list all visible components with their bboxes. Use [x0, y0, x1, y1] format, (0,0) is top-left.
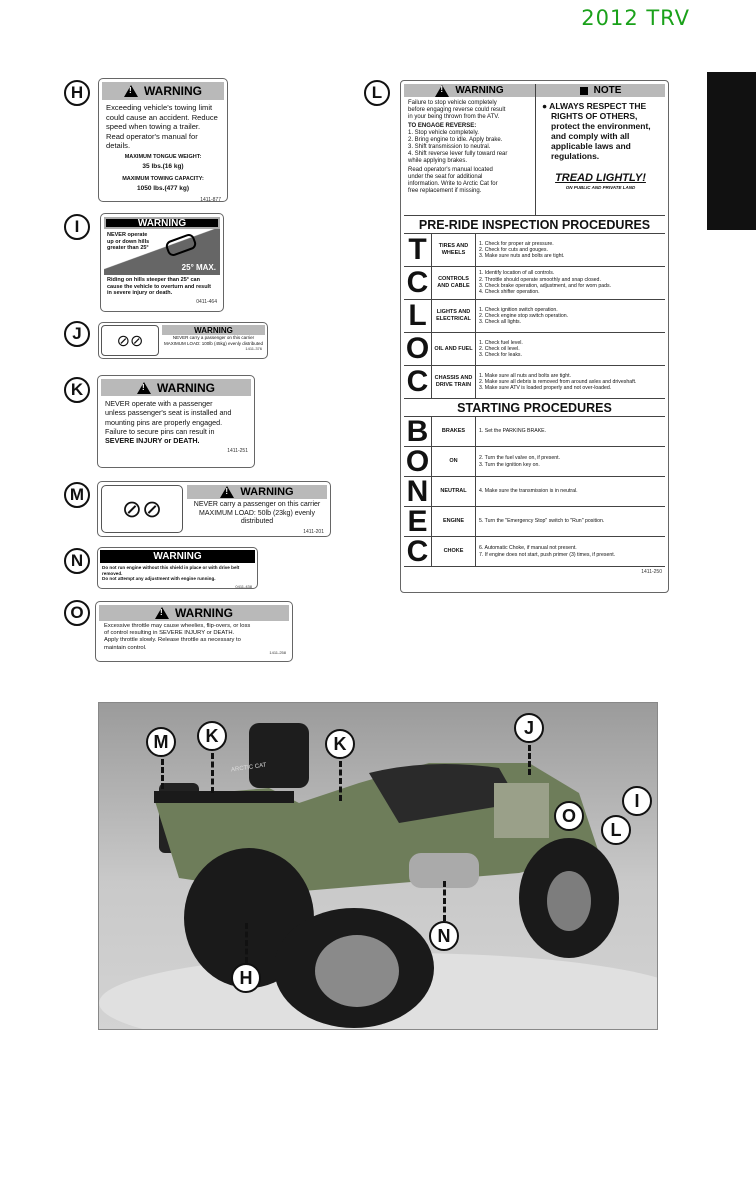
hill-pictogram: [104, 229, 220, 275]
towing-capacity-label: MAXIMUM TOWING CAPACITY:: [122, 175, 204, 182]
preride-table: [404, 234, 665, 399]
procedure-letter: B: [404, 417, 432, 446]
decal-n-shield: [97, 547, 258, 589]
label-letter-o: O: [64, 600, 90, 626]
warning-line: 3. Shift transmission to neutral.: [408, 144, 491, 150]
procedure-letter: T: [404, 234, 432, 266]
note-line: applicable laws and: [551, 141, 631, 151]
atv-rider-icon: [164, 232, 198, 257]
label-letter-m: M: [64, 482, 90, 508]
decal-o-throttle: [95, 601, 293, 662]
label-letter-j: J: [64, 321, 90, 347]
note-text: [536, 97, 665, 165]
photo-callout-m: M: [146, 727, 176, 757]
warning-line: Failure to stop vehicle completely: [408, 100, 497, 106]
procedure-letter: C: [404, 366, 432, 398]
procedure-category: CHASSIS AND DRIVE TRAIN: [432, 366, 476, 398]
procedure-category: TIRES AND WHEELS: [432, 234, 476, 266]
decal-text: Read operator's manual for details.: [106, 131, 198, 150]
procedure-row: [404, 333, 665, 366]
procedure-item: 4. Make sure the transmission is in neutral.: [479, 488, 578, 495]
decal-text: maintain control.: [104, 644, 147, 651]
procedure-category: ENGINE: [432, 507, 476, 536]
decal-j-carrier: [98, 322, 268, 359]
procedure-items: [476, 267, 665, 299]
tongue-weight-label: MAXIMUM TONGUE WEIGHT:: [124, 153, 202, 160]
reverse-warning-text: [404, 97, 535, 198]
starting-table: [404, 414, 665, 568]
decal-k-passenger: [97, 375, 255, 468]
procedure-letter: C: [404, 267, 432, 299]
label-letter-h: H: [64, 80, 90, 106]
procedure-row: [404, 300, 665, 333]
warning-heading: WARNING: [175, 606, 233, 620]
procedure-items: [476, 447, 665, 476]
procedure-item: 7. If engine does not start, push primer (3) times, if present.: [479, 551, 616, 558]
decal-code: 1411-251: [227, 448, 248, 455]
procedure-item: 4. Check shifter operation.: [479, 289, 540, 296]
decal-code: 0411-438: [235, 583, 252, 589]
warning-heading: WARNING: [157, 380, 215, 395]
note-line: regulations.: [551, 151, 600, 161]
procedure-row: [404, 474, 665, 508]
label-letter-l: L: [364, 80, 390, 106]
procedure-item: 6. Automatic Choke, if manual not present.: [479, 545, 577, 552]
note-heading: NOTE: [593, 84, 622, 96]
warning-line: TO ENGAGE REVERSE:: [408, 123, 477, 129]
section-tab: [707, 72, 756, 230]
procedure-items: [476, 234, 665, 266]
decal-text: Do not attempt any adjustment with engine running.: [102, 576, 216, 582]
photo-callout-n: N: [429, 921, 459, 951]
note-square-icon: [580, 87, 588, 95]
procedure-category: LIGHTS AND ELECTRICAL: [432, 300, 476, 332]
decal-text: Riding on hills steeper than 25° can cause the vehicle to overturn and result in severe injury or death.: [107, 277, 211, 296]
photo-callout-k: K: [325, 729, 355, 759]
procedure-item: 3. Make sure ATV is loaded properly and not over-loaded.: [479, 385, 612, 392]
decal-i-hills: [100, 213, 224, 312]
procedure-category: CHOKE: [432, 537, 476, 566]
procedure-item: 2. Check oil level.: [479, 345, 520, 352]
procedure-item: 1. Check for proper air pressure.: [479, 240, 554, 247]
tread-lightly-logo: TREAD LIGHTLY!: [555, 172, 646, 184]
label-letter-n: N: [64, 548, 90, 574]
procedure-item: 1. Check fuel level.: [479, 339, 523, 346]
warning-line: 2. Bring engine to idle. Apply brake.: [408, 137, 503, 143]
procedure-row: [404, 534, 665, 568]
photo-callout-l: L: [601, 815, 631, 845]
warning-line: information. Write to Arctic Cat for: [408, 181, 498, 187]
procedure-items: [476, 537, 665, 566]
photo-callout-o: O: [554, 801, 584, 831]
warning-line: in your being thrown from the ATV.: [408, 114, 500, 120]
note-line: ● ALWAYS RESPECT THE: [542, 101, 647, 111]
procedure-item: 2. Turn the fuel valve on, if present.: [479, 455, 561, 462]
photo-callout-j: J: [514, 713, 544, 743]
procedure-category: CONTROLS AND CABLE: [432, 267, 476, 299]
tread-lightly-subtitle: ON PUBLIC AND PRIVATE LAND: [565, 185, 636, 190]
callout-leader: [161, 759, 164, 789]
procedure-items: [476, 507, 665, 536]
no-passenger-icon: ⊘⊘: [101, 485, 183, 533]
warning-heading: WARNING: [137, 217, 187, 229]
procedure-item: 5. Turn the "Emergency Stop" switch to "Run" position.: [479, 518, 605, 525]
procedure-letter: N: [404, 477, 432, 506]
photo-callout-h: H: [231, 963, 261, 993]
tongue-weight-value: 35 lbs.(16 kg): [142, 163, 184, 170]
atv-illustration: [99, 703, 658, 1030]
procedure-item: 2. Throttle should operate smoothly and snap closed.: [479, 276, 601, 283]
decal-text: Do not run engine without this shield in place or with drive belt removed.: [102, 565, 240, 576]
procedure-letter: O: [404, 447, 432, 476]
warning-triangle-icon: [124, 85, 138, 97]
warning-line: free replacement if missing.: [408, 188, 482, 194]
warning-triangle-icon: [137, 382, 151, 394]
decal-code: 1411-877: [200, 196, 221, 203]
procedure-category: OIL AND FUEL: [432, 333, 476, 365]
decal-h-towing: [98, 78, 228, 202]
towing-capacity-value: 1050 lbs.(477 kg): [136, 185, 190, 192]
warning-heading: WARNING: [240, 486, 294, 498]
callout-leader: [339, 761, 342, 801]
procedure-row: [404, 234, 665, 267]
procedure-row: [404, 504, 665, 538]
decal-text: Apply throttle slowly. Release throttle as necessary to: [104, 637, 241, 644]
procedure-row: [404, 366, 665, 399]
procedure-item: 1. Set the PARKING BRAKE.: [479, 428, 547, 435]
callout-leader: [528, 745, 531, 775]
procedure-item: 1. Make sure all nuts and bolts are tight.: [479, 372, 571, 379]
warning-line: while applying brakes.: [408, 158, 468, 164]
procedure-items: [476, 366, 665, 398]
procedure-letter: E: [404, 507, 432, 536]
warning-heading: WARNING: [194, 325, 233, 335]
warning-heading: WARNING: [455, 85, 504, 96]
procedure-item: 3. Check all lights.: [479, 319, 522, 326]
warning-heading: WARNING: [153, 551, 202, 562]
decal-code: 0411-464: [196, 298, 217, 305]
procedure-category: ON: [432, 447, 476, 476]
decal-text: Excessive throttle may cause wheelies, flip-overs, or loss: [104, 623, 251, 629]
note-line: and comply with all: [551, 131, 630, 141]
label-letter-i: I: [64, 214, 90, 240]
procedure-items: [476, 477, 665, 506]
warning-line: 4. Shift reverse lever fully toward rear: [408, 151, 508, 157]
procedure-item: 2. Check engine stop switch operation.: [479, 312, 569, 319]
procedure-item: 3. Make sure nuts and bolts are tight.: [479, 253, 565, 260]
warning-triangle-icon: [220, 486, 234, 498]
no-passenger-icon: ⊘⊘: [101, 325, 159, 356]
procedure-item: 3. Check for leaks.: [479, 352, 522, 359]
decal-m-carrier: [97, 481, 331, 537]
procedure-row: [404, 414, 665, 448]
procedure-items: [476, 300, 665, 332]
procedure-row: [404, 444, 665, 478]
warning-triangle-icon: [435, 85, 449, 97]
decal-text: unless passenger's seat is installed and: [105, 408, 232, 418]
warning-heading: WARNING: [144, 84, 202, 98]
callout-leader: [443, 881, 446, 921]
decal-code: 1411-258: [269, 649, 286, 655]
callout-leader: [211, 753, 214, 793]
procedure-letter: C: [404, 537, 432, 566]
procedure-letter: L: [404, 300, 432, 332]
procedure-item: 3. Check brake operation, adjustment, and for worn pads.: [479, 283, 612, 289]
label-letter-k: K: [64, 377, 90, 403]
warning-triangle-icon: [155, 607, 169, 619]
brand-logo: ARCTIC CAT: [230, 762, 267, 774]
callout-leader: [245, 923, 248, 963]
procedure-item: 2. Check for cuts and gouges.: [479, 246, 548, 253]
decal-text: of control resulting in SEVERE INJURY or DEATH.: [104, 630, 235, 637]
decal-code: 1411-376: [245, 346, 262, 351]
procedure-item: 3. Turn the ignition key on.: [479, 461, 540, 468]
decal-text: speed when towing a trailer.: [106, 122, 201, 131]
procedure-items: [476, 333, 665, 365]
photo-callout-i: I: [622, 786, 652, 816]
preride-title: PRE-RIDE INSPECTION PROCEDURES: [404, 216, 665, 234]
page-header-title: 2012 TRV: [581, 6, 690, 30]
note-line: protect the environment,: [551, 121, 651, 131]
procedure-category: NEUTRAL: [432, 477, 476, 506]
decal-text: NEVER operate with a passenger: [105, 399, 213, 408]
decal-text: Failure to secure pins can result in: [105, 426, 215, 436]
procedure-item: 2. Make sure all debris is removed from around axles and driveshaft.: [479, 378, 637, 385]
decal-l-inspection: [400, 80, 669, 593]
warning-line: under the seat for additional: [408, 174, 483, 180]
procedure-category: BRAKES: [432, 417, 476, 446]
decal-text: could cause an accident. Reduce: [106, 112, 218, 122]
decal-code: 1411-250: [641, 569, 662, 575]
decal-text: NEVER carry a passenger on this carrier MAXIMUM LOAD: 50lb (23kg) evenly distributed: [193, 501, 321, 525]
decal-text: SEVERE INJURY or DEATH.: [105, 436, 200, 446]
decal-code: 1411-201: [303, 528, 324, 535]
decal-text: NEVER operate up or down hills greater than 25°: [107, 232, 150, 251]
warning-line: Read operator's manual located: [408, 167, 493, 173]
decal-text: NEVER carry a passenger on this carrier MAXIMUM LOAD: 100lb (45kg) evenly distributed: [163, 335, 264, 346]
atv-photo: [98, 702, 658, 1030]
procedure-items: [476, 417, 665, 446]
decal-text: mounting pins are properly engaged.: [105, 417, 223, 427]
slope-badge: 25° MAX.: [181, 263, 216, 272]
procedure-item: 1. Check ignition switch operation.: [479, 306, 558, 313]
procedure-item: 1. Identify location of all controls.: [479, 270, 555, 277]
procedure-row: [404, 267, 665, 300]
decal-text: Exceeding vehicle's towing limit: [106, 103, 213, 112]
note-line: RIGHTS OF OTHERS,: [551, 111, 638, 121]
photo-callout-k: K: [197, 721, 227, 751]
starting-title: STARTING PROCEDURES: [404, 399, 665, 417]
procedure-letter: O: [404, 333, 432, 365]
warning-line: before engaging reverse could result: [408, 107, 506, 113]
warning-line: 1. Stop vehicle completely.: [408, 130, 479, 136]
